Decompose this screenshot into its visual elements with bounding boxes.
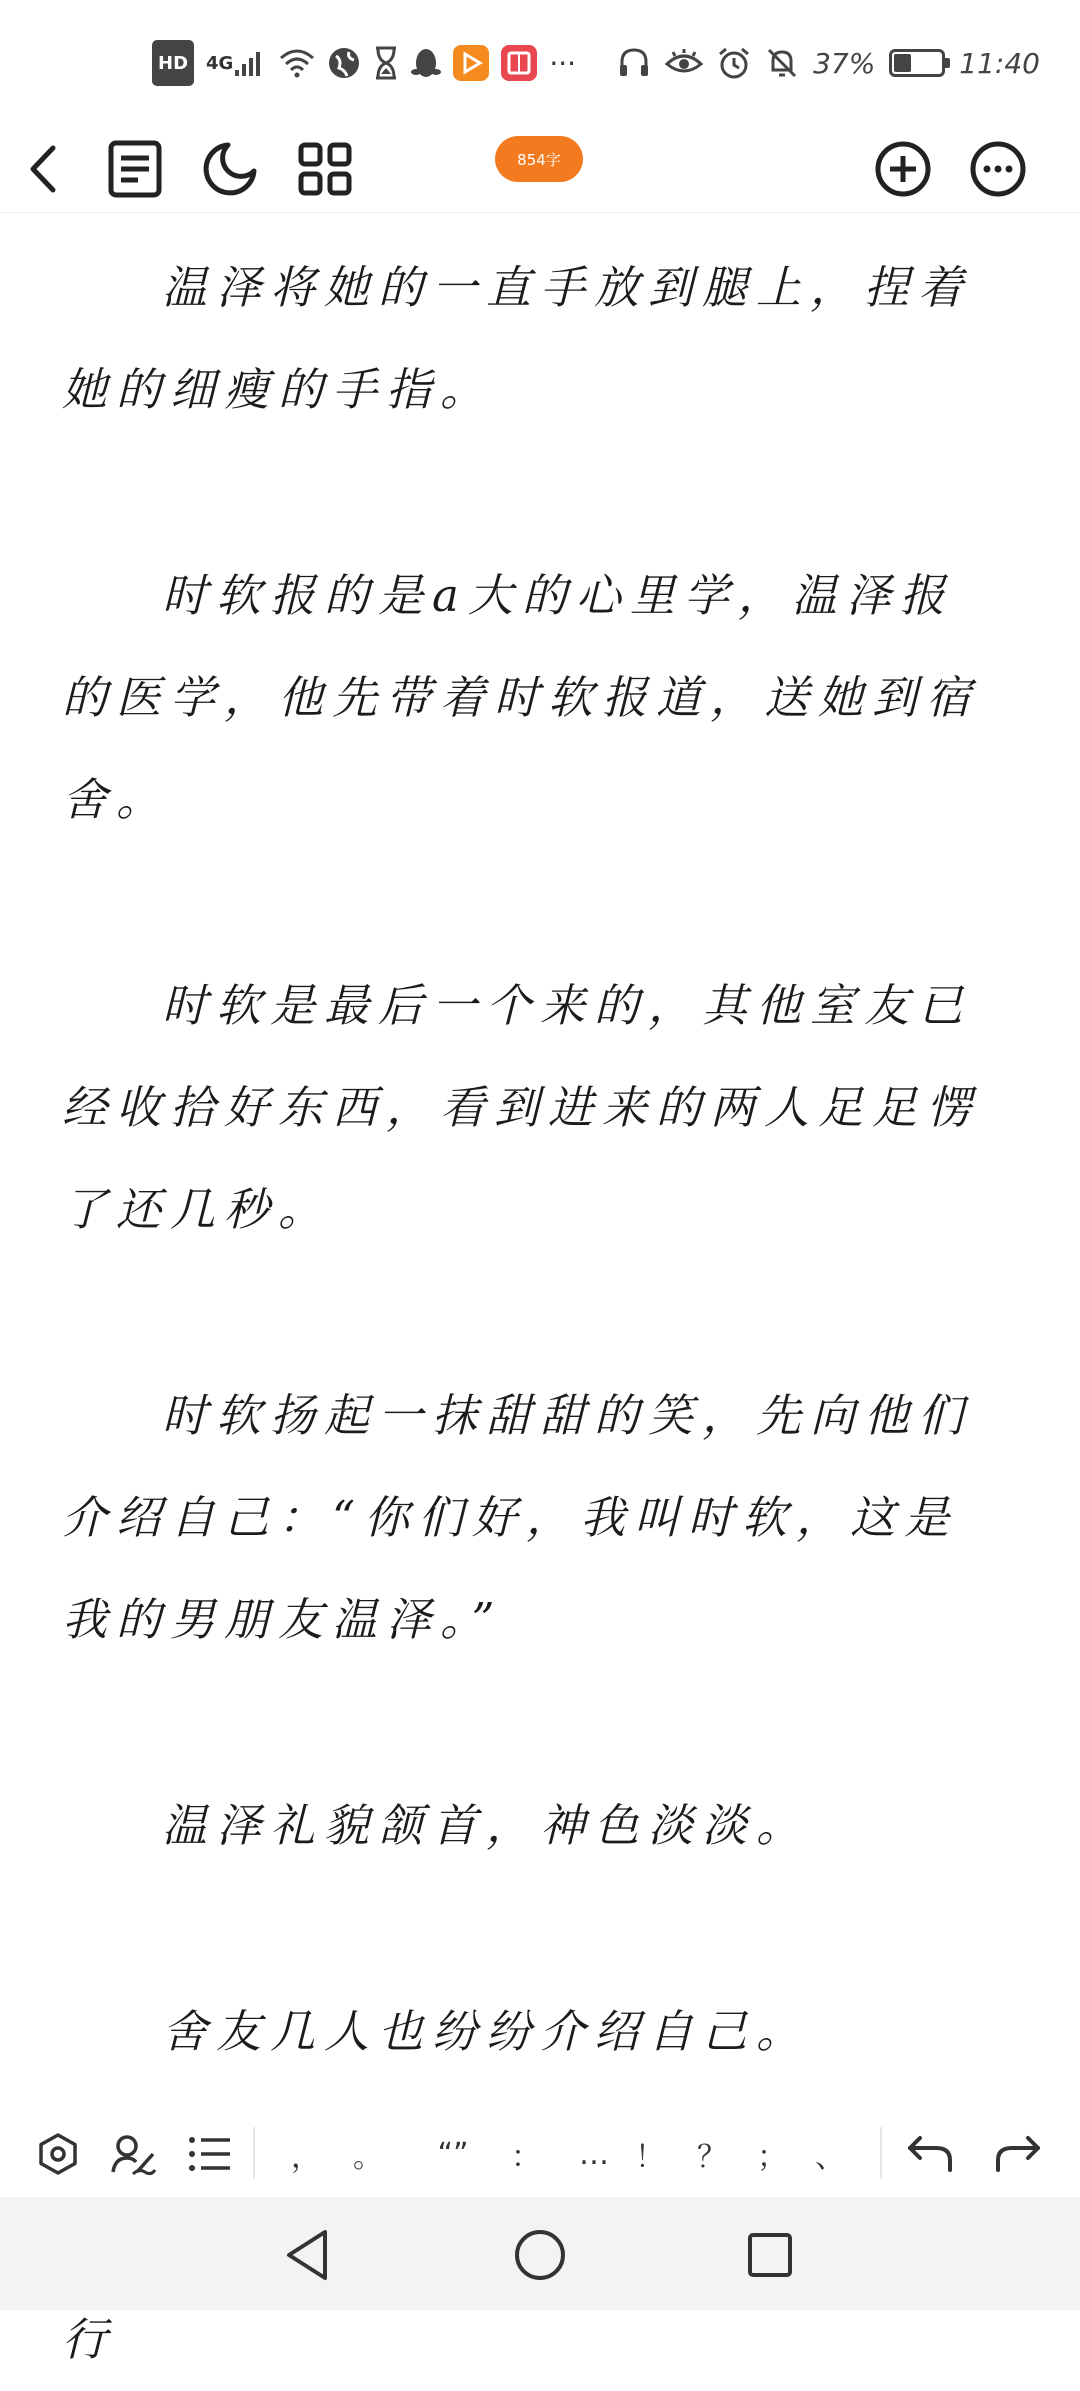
- reader-toolbar: [0, 126, 1080, 212]
- redo-button[interactable]: [988, 2124, 1048, 2184]
- punct-colon-button[interactable]: ：: [511, 2140, 541, 2175]
- punct-semicolon-button[interactable]: ；: [757, 2140, 787, 2175]
- paragraph: 时软报的是a大的心里学，温泽报的医学，他先带着时软报道，送她到宿舍。: [62, 569, 981, 826]
- paragraph: 舍友几人也纷纷介绍自己。: [162, 2005, 811, 2058]
- word-count-badge[interactable]: 854字: [495, 136, 583, 182]
- moon-icon: [202, 141, 258, 197]
- more-circle-icon: [969, 140, 1027, 198]
- toolbar-separator: [253, 2127, 255, 2179]
- punct-question-button[interactable]: ？: [697, 2140, 727, 2175]
- wifi-icon: [279, 43, 315, 83]
- status-right-group: [617, 43, 1040, 83]
- battery-level-fill: [894, 54, 911, 72]
- hd-badge: HD: [152, 40, 194, 86]
- plus-circle-icon: [874, 140, 932, 198]
- bullet-list-icon: [188, 2135, 232, 2173]
- add-button[interactable]: [868, 134, 938, 204]
- battery-icon: [889, 49, 945, 77]
- video-app-icon: [453, 45, 489, 81]
- battery-percent: 37%: [813, 46, 876, 80]
- night-mode-button[interactable]: [195, 134, 265, 204]
- network-type: 4G: [206, 52, 234, 74]
- note-content[interactable]: [0, 213, 1080, 2366]
- globe-app-icon: [327, 43, 361, 83]
- edit-toolbar: [0, 2111, 1080, 2197]
- system-navigation-bar: [0, 2197, 1080, 2310]
- toolbar-separator: [880, 2127, 882, 2179]
- document-list-icon: [108, 140, 162, 198]
- status-left-group: [152, 40, 576, 86]
- punct-quotes-button[interactable]: “”: [437, 2136, 469, 2172]
- punct-exclamation-button[interactable]: ！: [635, 2140, 665, 2175]
- punct-enumeration-comma-button[interactable]: 、: [815, 2140, 845, 2175]
- eye-comfort-icon: [665, 43, 703, 83]
- qq-penguin-icon: [411, 43, 441, 83]
- redo-icon: [994, 2134, 1042, 2174]
- triangle-back-icon: [283, 2228, 333, 2282]
- cellular-signal-icon: [206, 43, 267, 83]
- apps-grid-button[interactable]: [290, 134, 360, 204]
- back-button[interactable]: [8, 134, 78, 204]
- square-recents-icon: [745, 2230, 795, 2280]
- more-options-button[interactable]: [963, 134, 1033, 204]
- alarm-icon: [717, 43, 751, 83]
- table-of-contents-button[interactable]: [100, 134, 170, 204]
- undo-button[interactable]: [900, 2124, 960, 2184]
- grid-icon: [297, 141, 353, 197]
- back-arrow-icon: [23, 144, 63, 194]
- nav-home-button[interactable]: [510, 2225, 570, 2285]
- settings-button[interactable]: [28, 2124, 88, 2184]
- circle-home-icon: [513, 2228, 567, 2282]
- paragraph: 时软是最后一个来的，其他室友已经收拾好东西，看到进来的两人足足愣了还几秒。: [62, 979, 981, 1236]
- hourglass-icon: [373, 43, 399, 83]
- headphones-icon: [617, 43, 651, 83]
- nav-recents-button[interactable]: [740, 2225, 800, 2285]
- clock: 11:40: [959, 46, 1040, 80]
- handwriting-icon: [111, 2132, 157, 2176]
- paragraph: 行: [62, 2313, 117, 2366]
- list-button[interactable]: [180, 2124, 240, 2184]
- mute-bell-icon: [765, 43, 799, 83]
- undo-icon: [906, 2134, 954, 2174]
- punct-comma-button[interactable]: ，: [291, 2140, 321, 2175]
- more-notifications-icon: ···: [549, 46, 577, 80]
- handwriting-button[interactable]: [104, 2124, 164, 2184]
- status-bar: [0, 0, 1080, 126]
- nav-back-button[interactable]: [278, 2225, 338, 2285]
- paragraph: 温泽礼貌颔首，神色淡淡。: [162, 1799, 811, 1852]
- book-app-icon: [501, 45, 537, 81]
- paragraph: 时软扬起一抹甜甜的笑，先向他们介绍自己：“你们好，我叫时软，这是我的男朋友温泽。”: [62, 1389, 973, 1646]
- punct-period-button[interactable]: 。: [353, 2140, 383, 2175]
- paragraph: 温泽将她的一直手放到腿上，捏着她的细瘦的手指。: [62, 261, 973, 416]
- hexagon-settings-icon: [37, 2132, 79, 2176]
- punct-ellipsis-button[interactable]: …: [579, 2136, 609, 2172]
